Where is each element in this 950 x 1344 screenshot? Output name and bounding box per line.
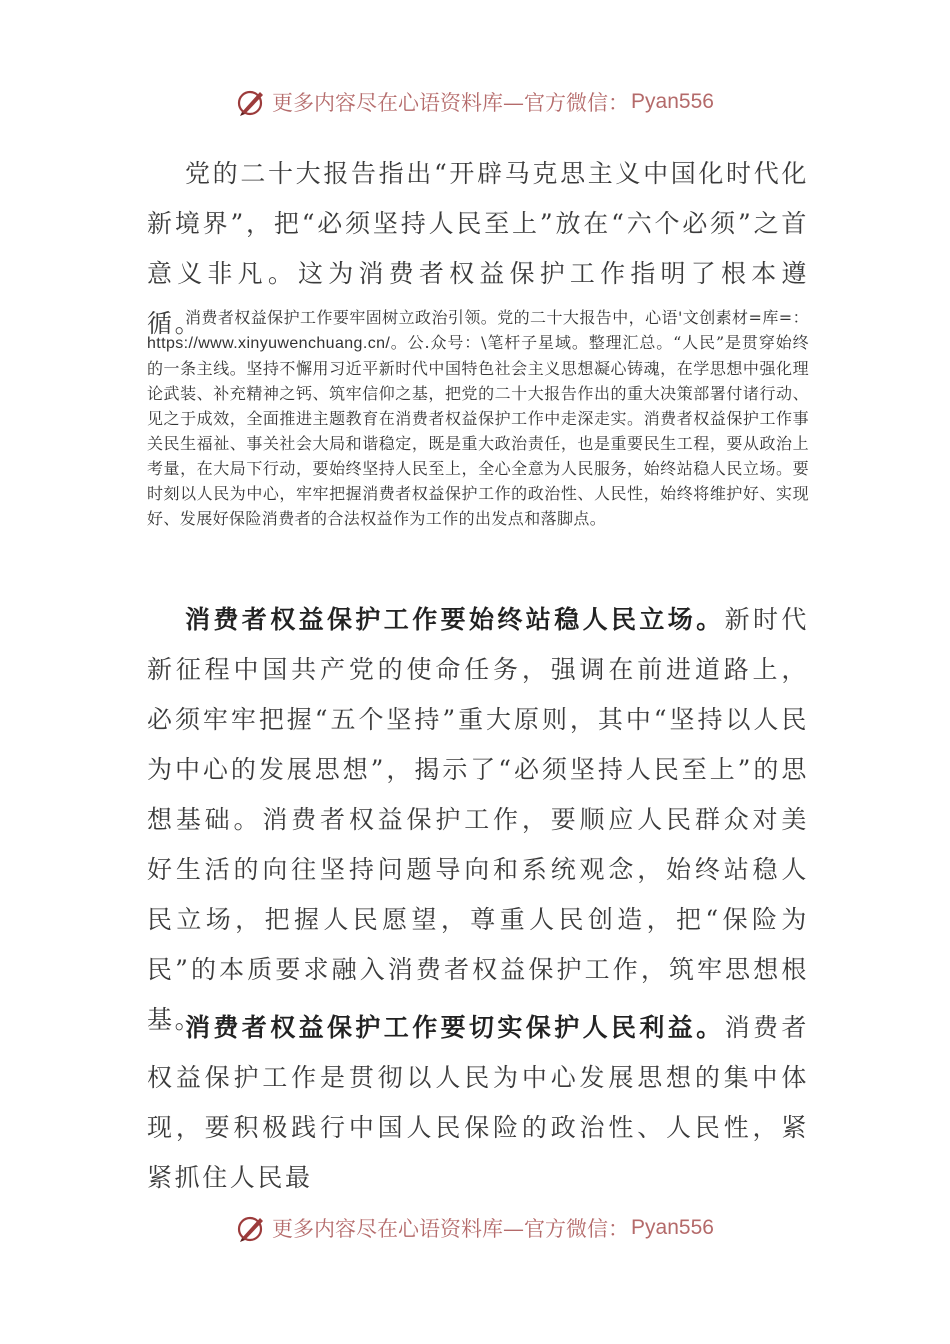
website-url: https://www.xinyuwenchuang.cn/ [147, 335, 391, 352]
header-banner [0, 82, 950, 122]
footer-banner [0, 1208, 950, 1248]
footer-wechat-id: Pyan556 [631, 1216, 714, 1239]
paragraph-people-interests-body: 消费者权益保护工作是贯彻以人民为中心发展思想的集中体现，要积极践行中国人民保险的政治性、人民性，紧紧抓住人民最 [147, 1013, 809, 1192]
paragraph-people-interests [147, 1003, 809, 1203]
pen-logo-icon [236, 87, 266, 117]
header-wechat-id: Pyan556 [631, 90, 714, 113]
paragraph-political-guidance [147, 305, 809, 531]
paragraph-people-stance [147, 595, 809, 1045]
paragraph-people-stance-heading: 消费者权益保护工作要始终站稳人民立场。 [185, 605, 725, 634]
paragraph-people-stance-body: 新时代新征程中国共产党的使命任务，强调在前进道路上，必须牢牢把握“五个坚持”重大原则，其中“坚持以人民为中心的发展思想”，揭示了“必须坚持人民至上”的思想基础。消费者权益保护工作，要顺应人民群众对美好生活的向往坚持问题导向和系统观念，始终站稳人民立场，把握人民愿望，尊重人民创造，把“保险为民”的本质要求融入消费者权益保护工作，筑牢思想根基。 [147, 605, 809, 1034]
paragraph-political-guidance-part1: 消费者权益保护工作要牢固树立政治引领。党的二十大报告中，心语'文创素材=库=： [185, 308, 809, 327]
paragraph-intro: 党的二十大报告指出“开辟马克思主义中国化时代化新境界”，把“必须坚持人民至上”放在“六个必须”之首意义非凡。这为消费者权益保护工作指明了根本遵循。 [147, 159, 809, 338]
header-banner-text: 更多内容尽在心语资料库—官方微信： [272, 91, 630, 115]
paragraph-political-guidance-part2: 。公.众号：\笔杆子星域。整理汇总。“人民”是贯穿始终的一条主线。坚持不懈用习近平新时代中国特色社会主义思想凝心铸魂，在学思想中强化理论武装、补充精神之钙、筑牢信仰之基，把党的二十大报告作出的重大决策部署付诸行动、见之于成效，全面推进主题教育在消费者权益保护工作中走深走实。消费者权益保护工作事关民生福祉、事关社会大局和谐稳定，既是重大政治责任，也是重要民生工程，要从政治上考量，在大局下行动，要始终坚持人民至上，全心全意为人民服务，始终站稳人民立场。要时刻以人民为中心，牢牢把握消费者权益保护工作的政治性、人民性，始终将维护好、实现好、发展好保险消费者的合法权益作为工作的出发点和落脚点。 [147, 333, 809, 528]
footer-banner-text: 更多内容尽在心语资料库—官方微信： [272, 1217, 630, 1241]
pen-logo-icon [236, 1213, 266, 1243]
paragraph-people-interests-heading: 消费者权益保护工作要切实保护人民利益。 [185, 1013, 725, 1042]
